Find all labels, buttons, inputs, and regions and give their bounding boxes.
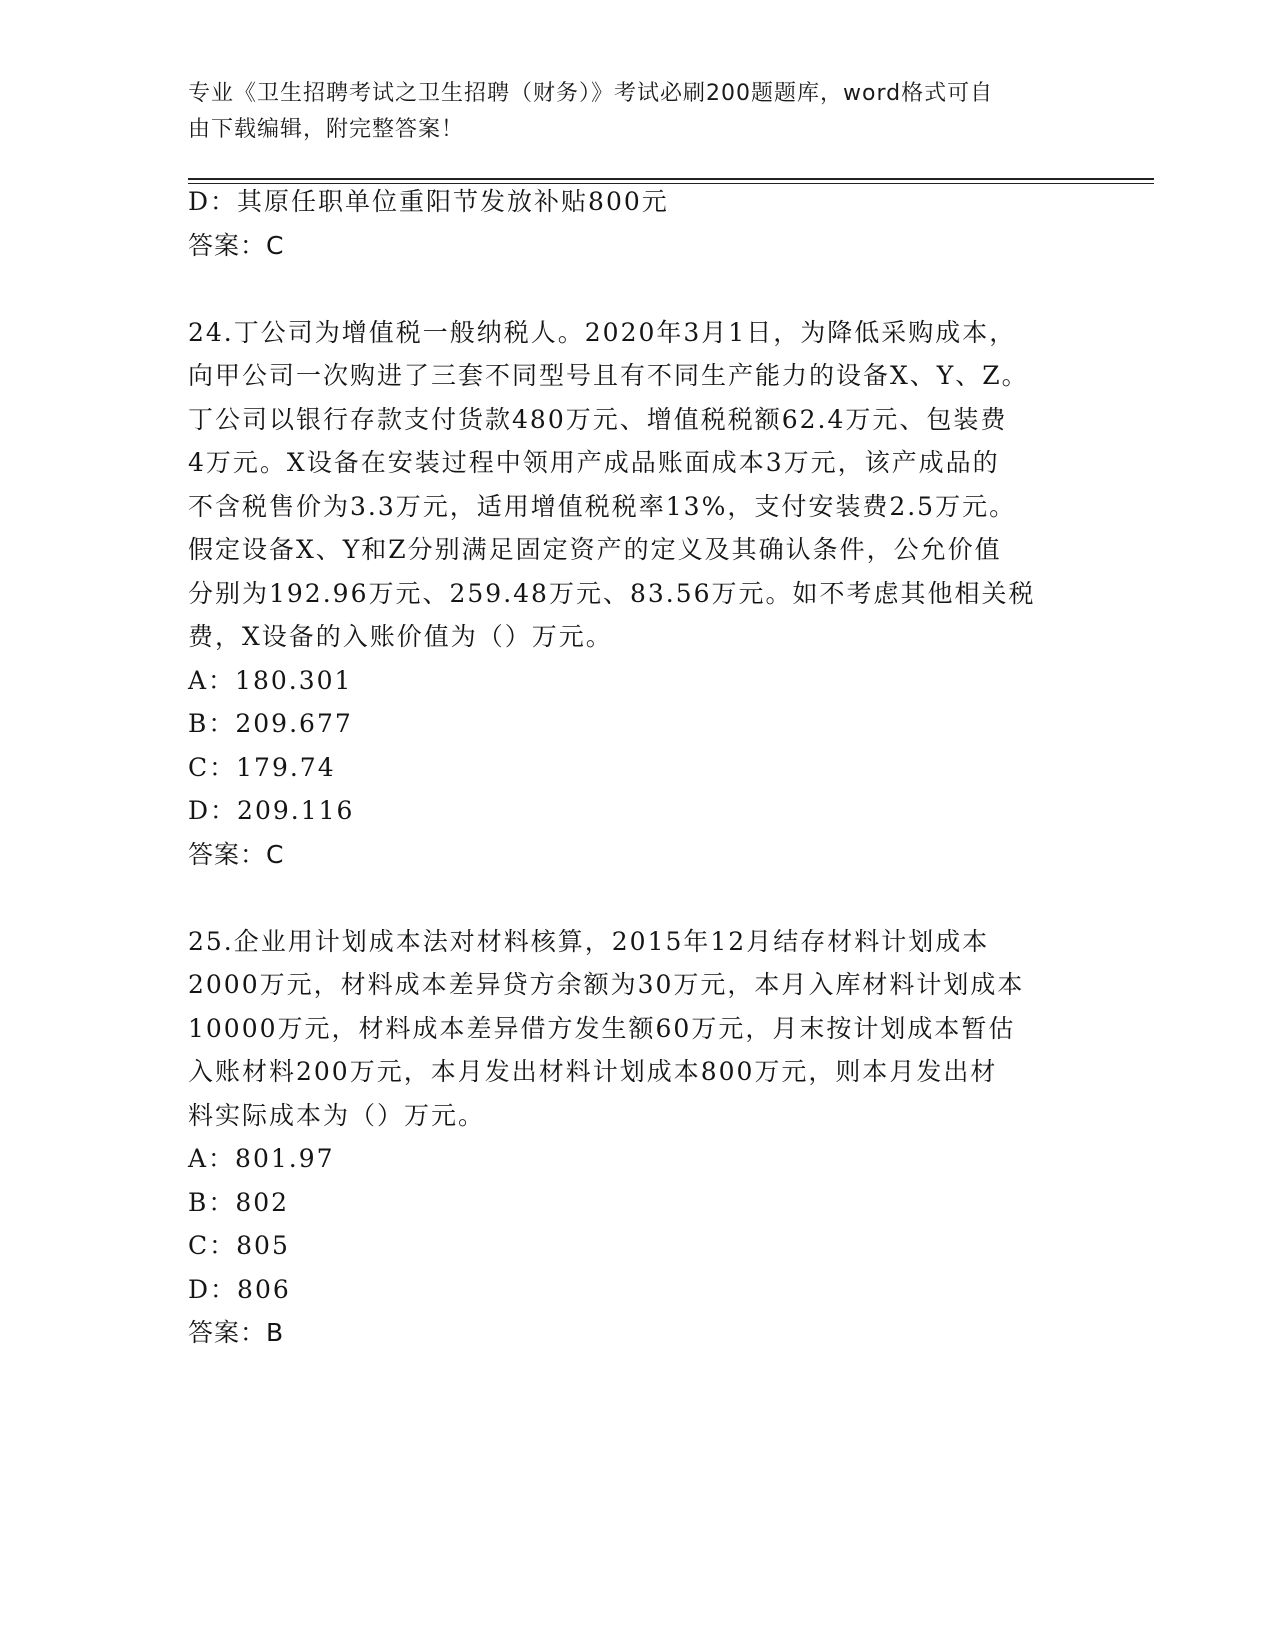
question-25-text-line: 入账材料200万元，本月发出材料计划成本800万元，则本月发出材 [188, 1057, 998, 1086]
question-24-text-line: 假定设备X、Y和Z分别满足固定资产的定义及其确认条件，公允价值 [188, 535, 1002, 564]
question-25-option-a: A：801.97 [188, 1144, 335, 1173]
question-24-text-line: 费，X设备的入账价值为（）万元。 [188, 622, 613, 651]
question-25-option-c: C：805 [188, 1231, 290, 1260]
prev-question-option-d: D：其原任职单位重阳节发放补贴800元 [188, 187, 669, 216]
question-25-text-line: 25.企业用计划成本法对材料核算，2015年12月结存材料计划成本 [188, 927, 990, 956]
question-24-text-line: 4万元。X设备在安装过程中领用产成品账面成本3万元，该产成品的 [188, 448, 1000, 477]
question-24-text-line: 分别为192.96万元、259.48万元、83.56万元。如不考虑其他相关税 [188, 579, 1036, 608]
question-25-option-b: B：802 [188, 1188, 290, 1217]
header-divider-thick [188, 178, 1154, 180]
question-24-text-line: 丁公司以银行存款支付货款480万元、增值税税额62.4万元、包装费 [188, 405, 1008, 434]
question-24-option-d: D：209.116 [188, 796, 355, 825]
question-24-option-c: C：179.74 [188, 753, 336, 782]
header-title-line-2: 由下载编辑，附完整答案！ [188, 117, 465, 142]
question-25-text-line: 2000万元，材料成本差异贷方余额为30万元，本月入库材料计划成本 [188, 970, 1025, 999]
question-24-option-b: B：209.677 [188, 709, 353, 738]
header-title-line-1: 专业《卫生招聘考试之卫生招聘（财务）》考试必刷200题题库，word格式可自 [188, 81, 994, 106]
document-header [188, 76, 1068, 148]
question-24-text-line: 不含税售价为3.3万元，适用增值税税率13%，支付安装费2.5万元。 [188, 492, 1017, 521]
question-24-text-line: 24.丁公司为增值税一般纳税人。2020年3月1日，为降低采购成本， [188, 318, 1017, 347]
question-24-text-line: 向甲公司一次购进了三套不同型号且有不同生产能力的设备X、Y、Z。 [188, 361, 1029, 390]
prev-question-answer: 答案：C [188, 231, 285, 260]
question-24-option-a: A：180.301 [188, 666, 353, 695]
question-25-answer: 答案：B [188, 1318, 285, 1347]
header-divider-thin [188, 183, 1154, 184]
question-25-text-line: 10000万元，材料成本差异借方发生额60万元，月末按计划成本暂估 [188, 1014, 1016, 1043]
question-24-answer: 答案：C [188, 840, 285, 869]
question-25-text-line: 料实际成本为（）万元。 [188, 1101, 486, 1130]
question-25-option-d: D：806 [188, 1275, 291, 1304]
